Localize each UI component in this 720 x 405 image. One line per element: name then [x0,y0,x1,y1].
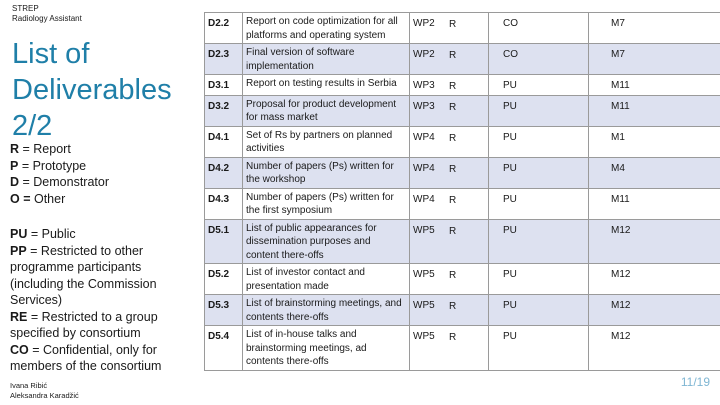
legend-item [10,309,190,342]
deliverable-code-cell: D3.1 [205,75,243,96]
table-row [205,219,720,264]
work-package-cell: WP2 [410,13,447,44]
table-row [205,95,720,126]
legend-text: = Report [19,142,71,156]
work-package-cell: WP5 [410,295,447,326]
dissemination-cell: PU [489,126,589,157]
dissemination-cell: PU [489,188,589,219]
slide-title [12,36,192,144]
deliverable-description-cell: Number of papers (Ps) written for the workshop [243,157,410,188]
work-package-cell: WP4 [410,126,447,157]
deliverable-description-cell: List of investor contact and presentation made [243,264,410,295]
legend-item [10,191,190,208]
delivery-month-cell: M12 [589,295,720,326]
work-package-cell: WP5 [410,219,447,264]
work-package-cell: WP3 [410,95,447,126]
legend-text: Other [30,191,66,206]
table-row [205,75,720,96]
nature-cell: R [446,219,489,264]
table-row [205,295,720,326]
delivery-month-cell: M12 [589,326,720,371]
nature-cell: R [446,326,489,371]
table-row [205,13,720,44]
legend-code: P [10,158,19,173]
deliverable-code-cell: D5.1 [205,219,243,264]
project-type: STREP [12,4,39,13]
legend-item [10,158,190,175]
author-1: Ivana Ribić [10,381,48,390]
work-package-cell: WP5 [410,264,447,295]
nature-cell: R [446,264,489,295]
delivery-month-cell: M1 [589,126,720,157]
deliverable-description-cell: Number of papers (Ps) written for the first symposium [243,188,410,219]
dissemination-cell: PU [489,95,589,126]
deliverable-description-cell: Proposal for product development for mass market [243,95,410,126]
deliverable-code-cell: D4.3 [205,188,243,219]
delivery-month-cell: M12 [589,264,720,295]
nature-legend [10,141,190,207]
nature-cell: R [446,157,489,188]
nature-cell: R [446,44,489,75]
work-package-cell: WP3 [410,75,447,96]
legend-text: = Restricted to a group specified by consortium [10,309,158,340]
table-row [205,157,720,188]
table-row [205,326,720,371]
nature-cell: R [446,126,489,157]
title-line-2: Deliverables [12,74,172,106]
work-package-cell: WP2 [410,44,447,75]
legend-code: PP [10,243,27,258]
dissemination-cell: PU [489,75,589,96]
legend-code: RE [10,309,28,324]
dissemination-cell: PU [489,219,589,264]
table-row [205,188,720,219]
title-line-1: List of [12,38,90,70]
deliverable-description-cell: Final version of software implementation [243,44,410,75]
nature-cell: R [446,188,489,219]
page-number: 11/19 [680,375,710,389]
delivery-month-cell: M7 [589,44,720,75]
deliverable-description-cell: Report on code optimization for all platforms and operating system [243,13,410,44]
deliverable-code-cell: D5.4 [205,326,243,371]
legend-code: O = [10,191,31,206]
author-2: Aleksandra Karadžić [10,391,79,400]
nature-cell: R [446,95,489,126]
work-package-cell: WP4 [410,188,447,219]
dissemination-legend [10,226,190,375]
dissemination-cell: CO [489,13,589,44]
delivery-month-cell: M4 [589,157,720,188]
legend-text: = Demonstrator [19,175,109,189]
deliverable-code-cell: D2.2 [205,13,243,44]
table-row [205,126,720,157]
delivery-month-cell: M11 [589,188,720,219]
dissemination-cell: CO [489,44,589,75]
nature-cell: R [446,295,489,326]
deliverables-table-body [205,13,720,371]
deliverable-description-cell: Report on testing results in Serbia [243,75,410,96]
legend-item [10,342,190,375]
legend-item [10,226,190,243]
authors [10,381,79,401]
legend-code: PU [10,227,28,241]
deliverable-code-cell: D4.2 [205,157,243,188]
legend-text: = Public [27,227,76,241]
deliverable-code-cell: D5.3 [205,295,243,326]
table-row [205,264,720,295]
project-name: Radiology Assistant [12,14,82,23]
legend-text: = Prototype [18,158,87,173]
delivery-month-cell: M11 [589,75,720,96]
deliverable-description-cell: Set of Rs by partners on planned activities [243,126,410,157]
deliverables-table [204,12,720,371]
legend-text: = Confidential, only for members of the consortium [10,342,162,373]
legend-code: D [10,175,20,189]
table-row [205,44,720,75]
dissemination-cell: PU [489,157,589,188]
delivery-month-cell: M12 [589,219,720,264]
nature-cell: R [446,75,489,96]
legend-item [10,141,190,158]
delivery-month-cell: M7 [589,13,720,44]
legend-code: CO [10,342,29,357]
title-line-3: 2/2 [12,110,53,142]
deliverable-description-cell: List of public appearances for dissemination purposes and content there-offs [243,219,410,264]
work-package-cell: WP4 [410,157,447,188]
legend-item [10,174,190,191]
deliverable-code-cell: D3.2 [205,95,243,126]
slide-header [12,4,82,24]
dissemination-cell: PU [489,264,589,295]
legend-item [10,243,190,309]
deliverable-description-cell: List of brainstorming meetings, and contents there-offs [243,295,410,326]
work-package-cell: WP5 [410,326,447,371]
delivery-month-cell: M11 [589,95,720,126]
legend-text: = Restricted to other programme participants (including the Commission Services) [10,243,157,307]
deliverable-code-cell: D2.3 [205,44,243,75]
dissemination-cell: PU [489,326,589,371]
nature-cell: R [446,13,489,44]
legend-code: R [10,142,20,156]
deliverable-description-cell: List of in-house talks and brainstorming meetings, ad contents there-offs [243,326,410,371]
deliverable-code-cell: D4.1 [205,126,243,157]
deliverable-code-cell: D5.2 [205,264,243,295]
dissemination-cell: PU [489,295,589,326]
